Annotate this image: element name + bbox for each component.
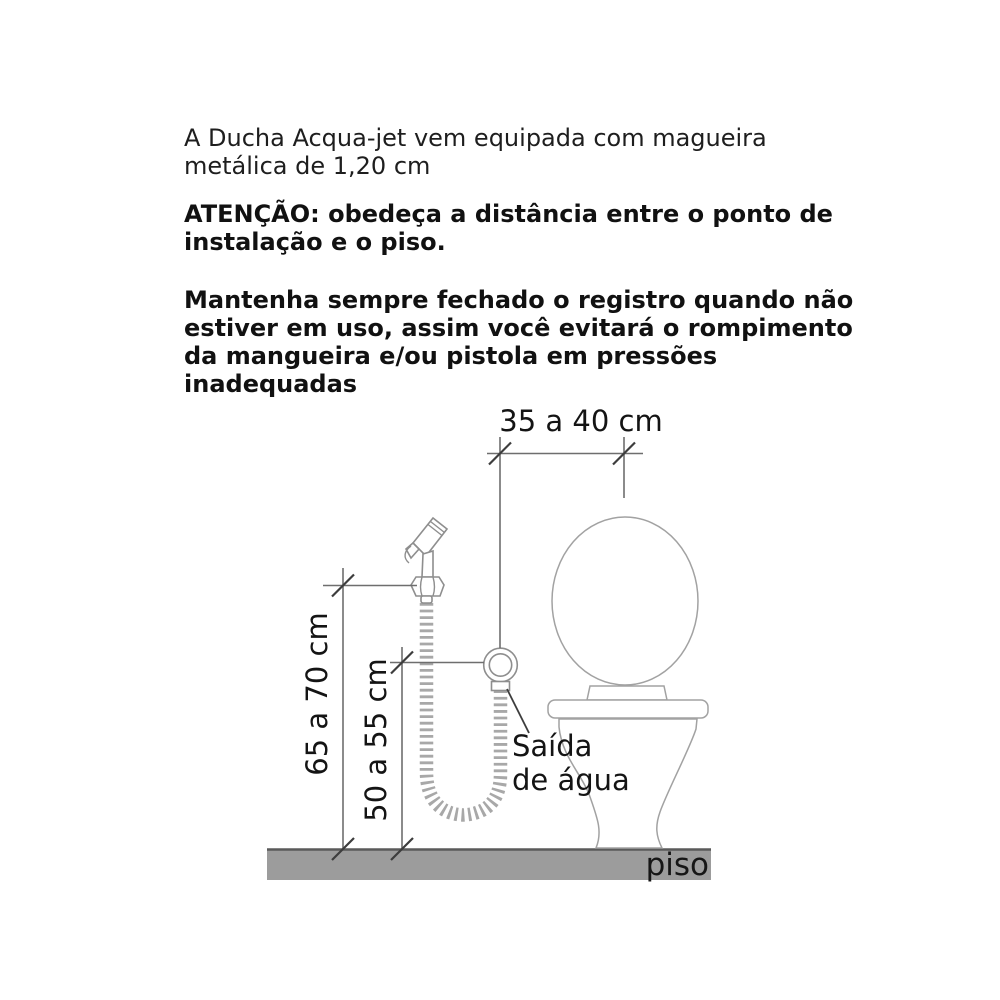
usage-warning-line-1: Mantenha sempre fechado o registro quando não xyxy=(184,286,854,314)
intro-line-1: A Ducha Acqua-jet vem equipada com magueira xyxy=(184,124,767,152)
toilet-seat-icon xyxy=(548,700,708,718)
dimension-top-label: 35 a 40 cm xyxy=(499,404,663,438)
dimension-left-label: 65 a 70 cm xyxy=(300,612,334,776)
usage-warning-line-4: inadequadas xyxy=(184,370,358,398)
coiled-hose-icon xyxy=(427,603,501,815)
ring-inner xyxy=(489,654,511,676)
water-outlet-label-line1: Saída xyxy=(512,729,593,763)
sprayer-holder-icon xyxy=(411,577,444,596)
attention-line-1: ATENÇÃO: obedeça a distância entre o ponto de xyxy=(184,200,833,228)
toilet-icon xyxy=(548,517,708,848)
usage-warning-line-3: da mangueira e/ou pistola em pressões xyxy=(184,342,718,370)
sprayer-neck-icon xyxy=(421,596,432,603)
floor-bar xyxy=(267,849,711,880)
floor-label: piso xyxy=(645,847,709,883)
water-outlet-label-line2: de água xyxy=(512,763,630,797)
water-outlet-leader-line xyxy=(507,689,529,733)
usage-warning-line-2: estiver em uso, assim você evitará o rompimento xyxy=(184,314,853,342)
attention-line-2: instalação e o piso. xyxy=(184,228,446,256)
floor-fill xyxy=(267,849,711,880)
water-outlet-ring-icon xyxy=(484,648,518,690)
sprayer-handle-icon xyxy=(422,551,433,577)
toilet-hinge-icon xyxy=(587,686,667,700)
sprayer-icon xyxy=(405,518,447,603)
dimension-mid-label: 50 a 55 cm xyxy=(359,658,393,822)
toilet-lid-icon xyxy=(552,517,698,685)
intro-line-2: metálica de 1,20 cm xyxy=(184,152,431,180)
